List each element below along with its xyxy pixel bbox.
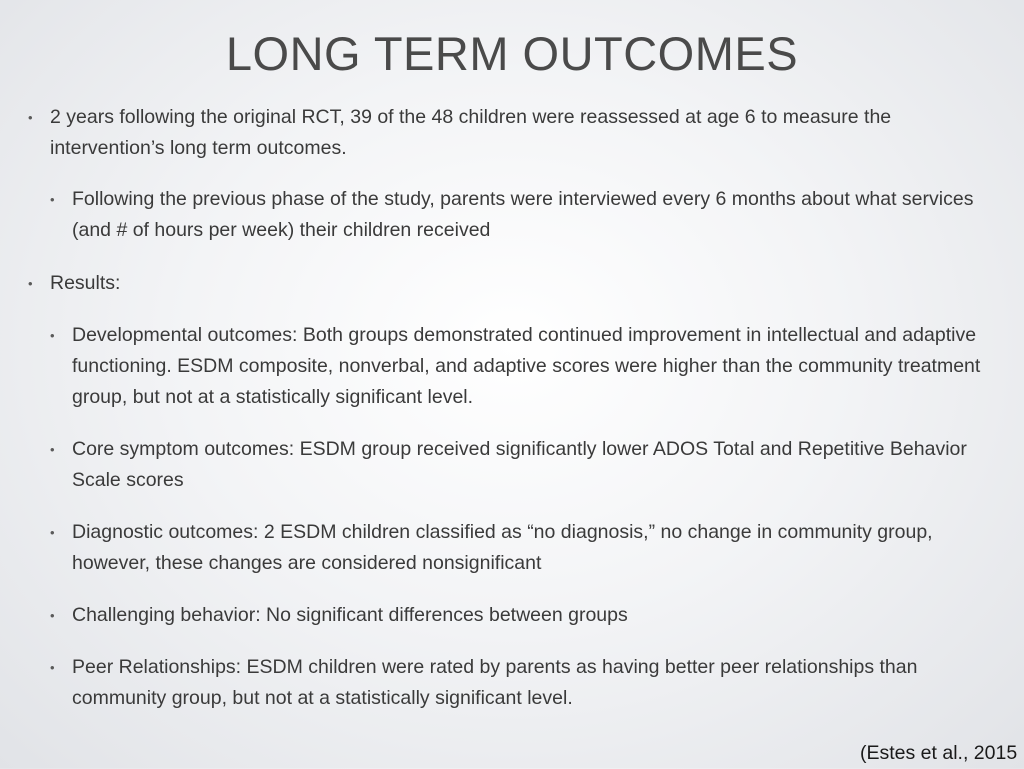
subbullet-developmental-outcomes bbox=[50, 320, 1000, 413]
subbullet-text: Core symptom outcomes: ESDM group received significantly lower ADOS Total and Repetitive Behavior Scale scores bbox=[72, 438, 967, 491]
subbullet-text: Diagnostic outcomes: 2 ESDM children classified as “no diagnosis,” no change in community group, however, these changes are considered nonsignificant bbox=[72, 521, 933, 574]
subbullet-text: Challenging behavior: No significant differences between groups bbox=[72, 604, 628, 626]
bullet-marker: • bbox=[28, 110, 33, 125]
bullet-marker: • bbox=[50, 328, 55, 343]
subbullet-peer-relationships bbox=[50, 652, 1000, 714]
bullet-results bbox=[28, 268, 998, 299]
bullet-marker: • bbox=[50, 192, 55, 207]
bullet-marker: • bbox=[50, 442, 55, 457]
subbullet-challenging-behavior bbox=[50, 600, 1000, 631]
subbullet-interviews bbox=[50, 184, 1000, 246]
citation: (Estes et al., 2015 bbox=[860, 742, 1018, 764]
subbullet-text: Peer Relationships: ESDM children were rated by parents as having better peer relationships than community group, but not at a statistically significant level. bbox=[72, 656, 918, 709]
subbullet-core-symptom-outcomes bbox=[50, 434, 1000, 496]
subbullet-diagnostic-outcomes bbox=[50, 517, 1000, 579]
subbullet-text: Developmental outcomes: Both groups demonstrated continued improvement in intellectual and adaptive functioning. ESDM composite, nonverbal, and adaptive scores were higher than the community treatment group, but not at a statistically significant level. bbox=[72, 324, 981, 408]
bullet-text: Results: bbox=[50, 272, 121, 294]
bullet-marker: • bbox=[50, 660, 55, 675]
bullet-reassessment bbox=[28, 102, 998, 164]
bullet-text: 2 years following the original RCT, 39 of the 48 children were reassessed at age 6 to measure the intervention’s long term outcomes. bbox=[50, 106, 892, 159]
bullet-marker: • bbox=[50, 525, 55, 540]
subbullet-text: Following the previous phase of the study, parents were interviewed every 6 months about what services (and # of hours per week) their children received bbox=[72, 188, 974, 241]
bullet-marker: • bbox=[28, 276, 33, 291]
slide-title: LONG TERM OUTCOMES bbox=[225, 27, 799, 80]
bullet-marker: • bbox=[50, 608, 55, 623]
